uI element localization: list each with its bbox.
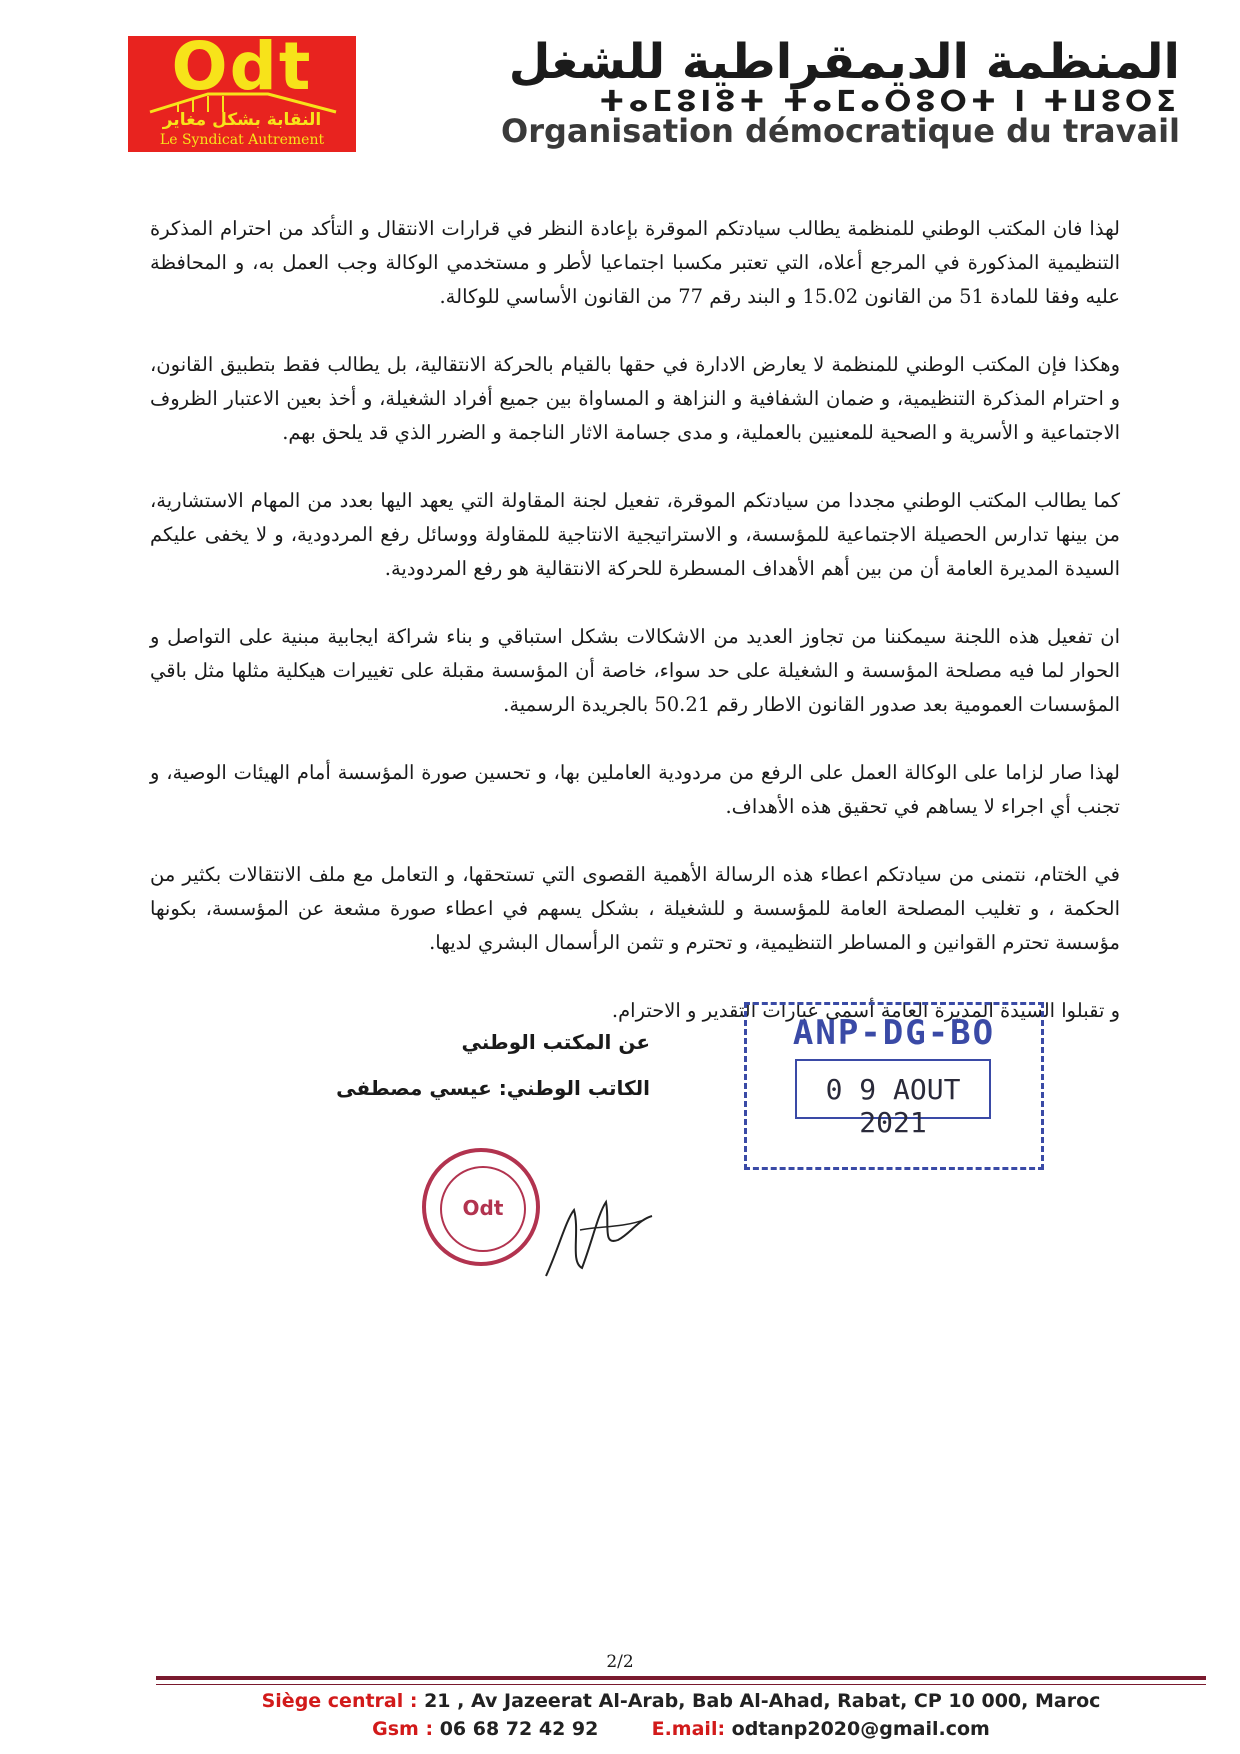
paragraph-3: كما يطالب المكتب الوطني مجددا من سيادتكم الموقرة، تفعيل لجنة المقاولة التي يعهد اليها بعدد من المهام الاستشارية، من بينها تدارس الحصيلة الاجتماعية للمؤسسة، و الاستراتيجية الانتاجية للمقاولة ووسائل رفع المردودية، و لا يخفى عليكم السيدة المديرة العامة أن من بين أهم الأهداف المسطرة للحركة الانتقالية هو رفع المردودية. — [150, 489, 1120, 580]
footer-gsm-value: 06 68 72 42 92 — [433, 1718, 599, 1740]
footer-address — [156, 1690, 1206, 1712]
stamp-date-box — [795, 1059, 991, 1139]
footer-email-value: odtanp2020@gmail.com — [725, 1718, 990, 1740]
footer-contacts — [156, 1718, 1206, 1740]
odt-logo — [128, 36, 356, 152]
org-name-arabic: المنظمة الديمقراطية للشغل — [508, 34, 1180, 90]
paragraph-1: لهذا فان المكتب الوطني للمنظمة يطالب سيادتكم الموقرة بإعادة النظر في قرارات الانتقال و التأكد من احترام المذكرة التنظيمية المذكورة في المرجع أعلاه، التي تعتبر مكسبا اجتماعيا لأطر و مستخدمي الوكالة وجب العمل به، و المحافظة عليه وفقا للمادة 51 من القانون 15.02 و البند رقم 77 من القانون الأساسي للوكالة. — [150, 217, 1120, 308]
signature-line-2: الكاتب الوطني: عيسي مصطفى — [336, 1076, 650, 1100]
footer-rule-thin — [156, 1684, 1206, 1685]
organization-seal — [422, 1148, 540, 1266]
logo-wordmark: Odt — [171, 36, 313, 105]
footer-hq-address: 21 , Av Jazeerat Al-Arab, Bab Al-Ahad, Rabat, CP 10 000, Maroc — [417, 1690, 1101, 1712]
logo-arabic-slogan: النقابة بشكل مغاير — [162, 110, 322, 130]
org-name-french: Organisation démocratique du travail — [500, 112, 1180, 150]
signature-line-1: عن المكتب الوطني — [461, 1030, 650, 1054]
paragraph-6: في الختام، نتمنى من سيادتكم اعطاء هذه الرسالة الأهمية القصوى التي تستحقها، و التعامل مع ملف الانتقالات بكثير من الحكمة ، و تغليب المصلحة العامة للمؤسسة و للشغيلة ، بشكل يسهم في اعطاء صورة مشعة عن المؤسسة، بكونها مؤسسة تحترم القوانين و المساطر التنظيمية، و تحترم و تثمن الرأسمال البشري لديها. — [150, 863, 1120, 954]
footer-email-label: E.mail: — [651, 1718, 726, 1740]
seal-inner-ring — [440, 1166, 526, 1252]
handwritten-signature-icon — [540, 1180, 660, 1290]
stamp-date: 0 9 AOUT 2021 — [825, 1073, 961, 1139]
letter-body — [150, 212, 1120, 1028]
footer-gsm-label: Gsm : — [372, 1718, 434, 1740]
page-number: 2/2 — [606, 1652, 634, 1672]
org-name-tifinagh: ⵜⴰⵎⵓⵏⵓⵜ ⵜⴰⵎⴰⵔⵓⵔⵜ ⵏ ⵜⵡⵓⵔⵉ — [599, 84, 1180, 118]
paragraph-2: وهكذا فإن المكتب الوطني للمنظمة لا يعارض الادارة في حقها بالقيام بالحركة الانتقالية، بل يطالب فقط بتطبيق القانون، و احترام المذكرة التنظيمية، و ضمان الشفافية و النزاهة و المساواة بين جميع أفراد الشغيلة، و أخذ بعين الاعتبار الظروف الاجتماعية و الأسرية و الصحية للمعنيين بالعملية، و مدى جسامة الاثار الناجمة و الضرر الذي قد يلحق بهم. — [150, 353, 1120, 444]
paragraph-4: ان تفعيل هذه اللجنة سيمكننا من تجاوز العديد من الاشكالات بشكل استباقي و بناء شراكة ايجابية مبنية على التواصل و الحوار لما فيه مصلحة المؤسسة و الشغيلة على حد سواء، خاصة أن المؤسسة مقبلة على تغييرات هيكلية مثلها مثل باقي المؤسسات العمومية بعد صدور القانون الاطار رقم 50.21 بالجريدة الرسمية. — [150, 625, 1120, 716]
footer-hq-label: Siège central : — [261, 1690, 418, 1712]
logo-tagline: Le Syndicat Autrement — [159, 132, 325, 148]
closing-line: و تقبلوا السيدة المديرة العامة أسمى عبارات التقدير و الاحترام. — [611, 999, 1120, 1022]
seal-text: Odt — [462, 1196, 504, 1220]
paragraph-5: لهذا صار لزاما على الوكالة العمل على الرفع من مردودية العاملين بها، و تحسين صورة المؤسسة أمام الهيئات الوصية، و تجنب أي اجراء لا يساهم في تحقيق هذه الأهداف. — [150, 761, 1120, 818]
footer-rule — [156, 1676, 1206, 1680]
stamp-title: ANP-DG-BO — [792, 1013, 996, 1053]
reception-stamp — [744, 1002, 1044, 1170]
